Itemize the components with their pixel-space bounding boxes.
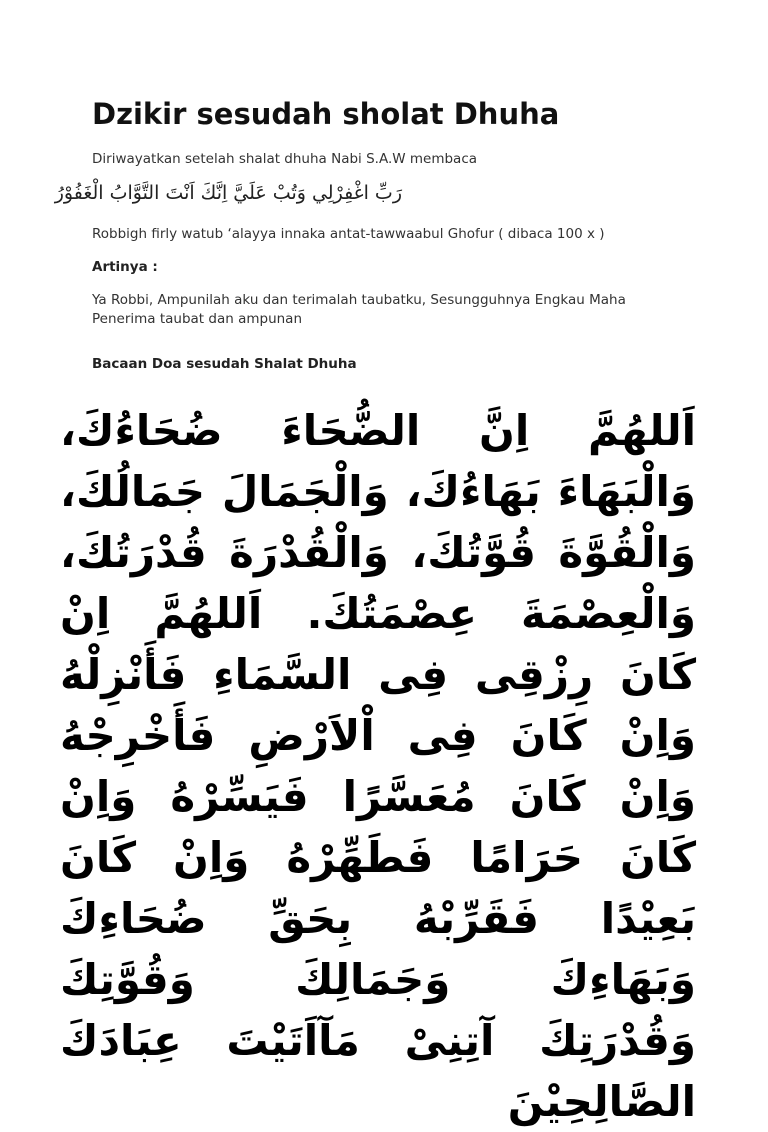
dzikir-arabic-text: رَبِّ اغْفِرْلِي وَتُبْ عَلَيَّ اِنَّكَ اَنْتَ التَّوَّابُ الْغَفُوْرُ [54,182,402,204]
doa-heading: Bacaan Doa sesudah Shalat Dhuha [92,356,357,372]
meaning-text: Ya Robbi, Ampunilah aku dan terimalah taubatku, Sesungguhnya Engkau Maha Penerima taubat dan ampunan [92,292,626,327]
intro-text: Diriwayatkan setelah shalat dhuha Nabi S.A.W membaca [92,151,478,167]
document-page [54,96,692,374]
meaning-heading: Artinya : [92,259,158,275]
doa-arabic-text: اَللهُمَّ اِنَّ الضُّحَاءَ ضُحَاءُكَ، وَالْبَهَاءَ بَهَاءُكَ، وَالْجَمَالَ جَمَالُكَ، وَالْقُوَّةَ قُوَّتُكَ، وَالْقُدْرَةَ قُدْرَتُكَ، وَالْعِصْمَةَ عِصْمَتُكَ. اَللهُمَّ اِنْ كَانَ رِزْقِى فِى السَّمَاءِ فَأَنْزِلْهُ وَاِنْ كَانَ فِى اْلاَرْضِ فَأَخْرِجْهُ وَاِنْ كَانَ مُعَسَّرًا فَيَسِّرْهُ وَاِنْ كَانَ حَرَامًا فَطَهِّرْهُ وَاِنْ كَانَ بَعِيْدًا فَقَرِّبْهُ بِحَقِّ ضُحَاءِكَ وَبَهَاءِكَ وَجَمَالِكَ وَقُوَّتِكَ وَقُدْرَتِكَ آتِنِىْ مَآاَتَيْتَ عِبَادَكَ الصَّالِحِيْنَ [60,406,696,1126]
dzikir-latin-text: Robbigh firly watub ‘alayya innaka antat-tawwaabul Ghofur ( dibaca 100 x ) [92,226,605,242]
page-title: Dzikir sesudah sholat Dhuha [92,97,560,131]
